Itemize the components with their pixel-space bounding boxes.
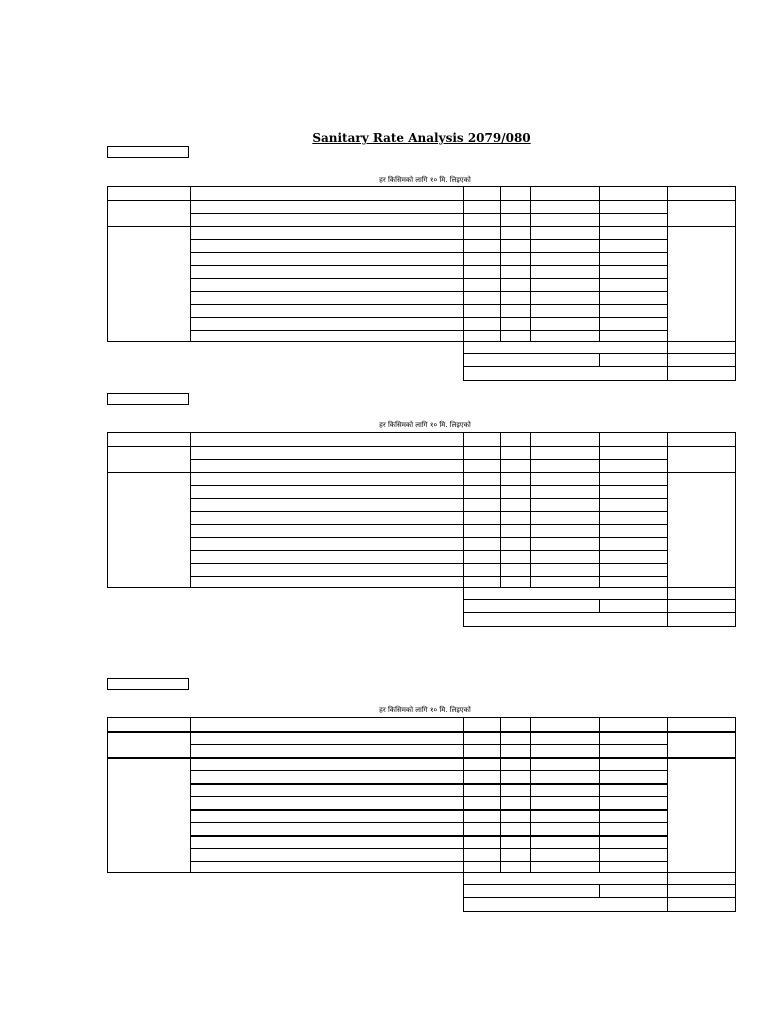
section-2-rate-table xyxy=(107,432,736,588)
section-1-rate-table xyxy=(107,186,736,342)
document-title: Sanitary Rate Analysis 2079/080 xyxy=(312,131,531,145)
section-2-summary-table xyxy=(463,587,736,627)
section-2-subheading: हर किसिमको लागि १० मि. लिइएको xyxy=(379,421,471,429)
section-2-label-box xyxy=(107,393,189,405)
section-3-rate-table xyxy=(107,717,736,873)
section-3-summary-table xyxy=(463,872,736,912)
section-1-label-box xyxy=(107,146,189,158)
section-3-label-box xyxy=(107,678,189,690)
section-1-summary-table xyxy=(463,341,736,381)
section-3-subheading: हर किसिमको लागि १० मि. लिइएको xyxy=(379,706,471,714)
section-1-subheading: हर किसिमको लागि १० मि. लिइएको xyxy=(379,176,471,184)
